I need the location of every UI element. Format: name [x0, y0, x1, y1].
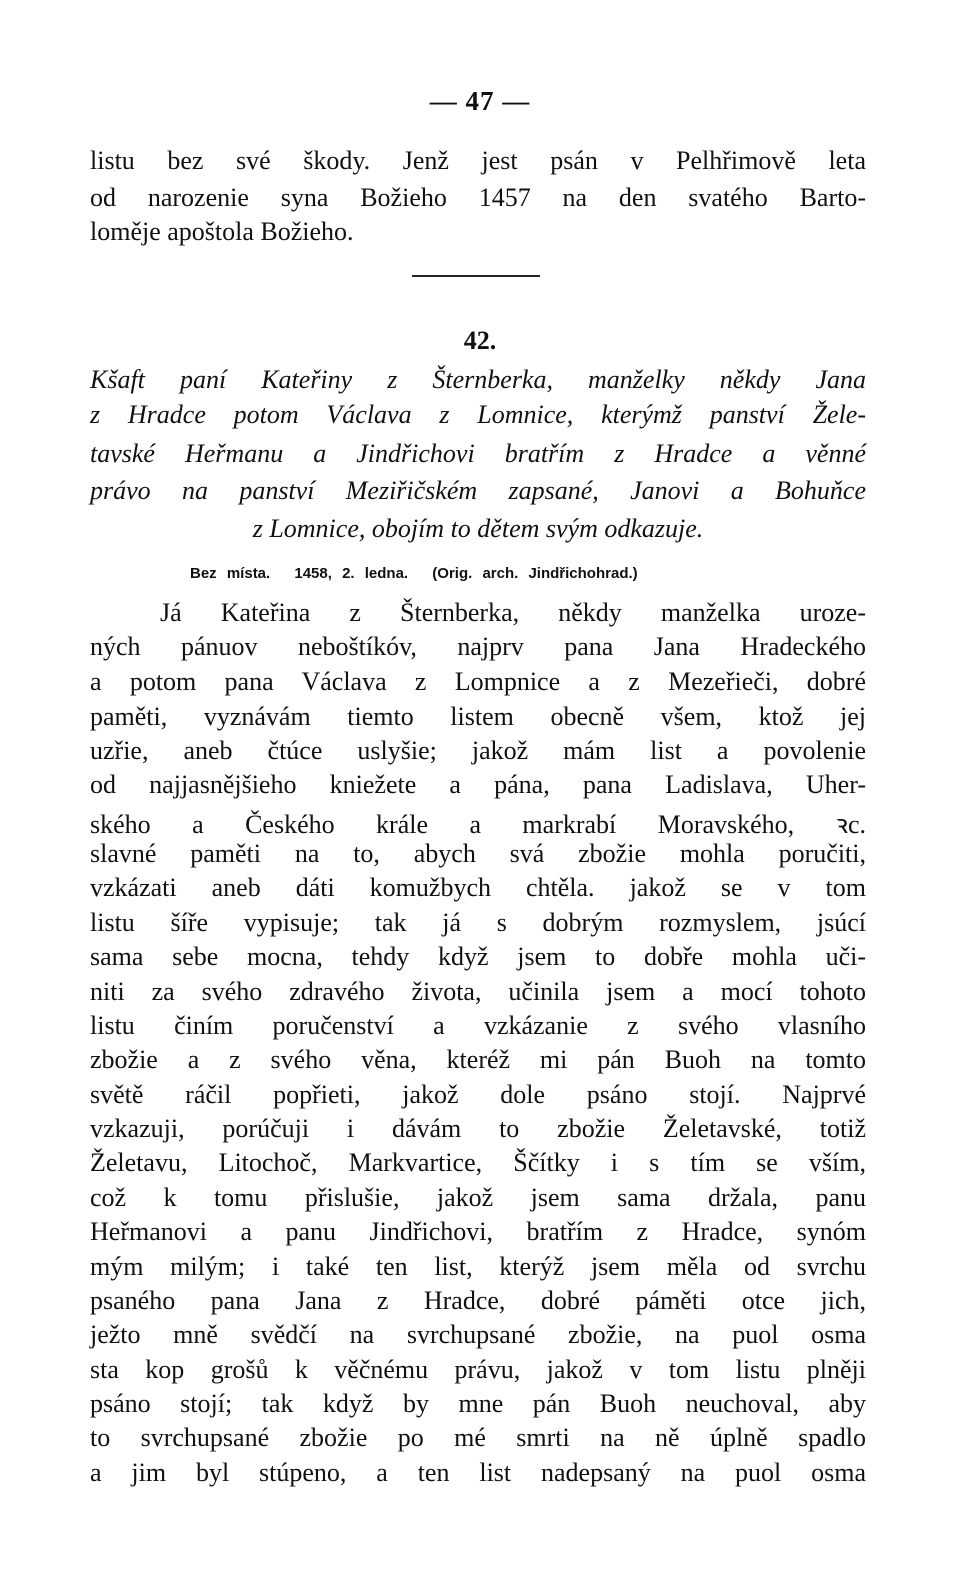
body-line: vzkazuji, porúčuji i dávám to zbožie Želetavské, totiž	[90, 1114, 866, 1143]
body-line: od najjasnějšieho kniežete a pána, pana Ladislava, Uher-	[90, 770, 866, 799]
body-line: to svrchupsané zbožie po mé smrti na ně úplně spadlo	[90, 1423, 866, 1452]
body-line: a potom pana Václava z Lompnice a z Mezeřieči, dobré	[90, 667, 866, 696]
heading-line: z Hradce potom Václava z Lomnice, kterýmž panství Žele-	[90, 400, 866, 429]
body-line: niti za svého zdravého života, učinila jsem a mocí tohoto	[90, 977, 866, 1006]
body-line: vzkázati aneb dáti komužbych chtěla. jakož se v tom	[90, 873, 866, 902]
dateline	[190, 565, 766, 582]
text-line: od narozenie syna Božieho 1457 na den svatého Barto-	[90, 183, 866, 212]
body-line: a jim byl stúpeno, a ten list nadepsaný na puol osma	[90, 1458, 866, 1487]
page-number: — 47 —	[429, 86, 531, 116]
body-line: uzřie, aneb čtúce uslyšie; jakož mám list a povolenie	[90, 736, 866, 765]
body-line: ského a Českého krále a markrabí Moravského, ꝛc.	[90, 810, 866, 839]
body-line: sta kop grošů k věčnému právu, jakož v tom listu plněji	[90, 1355, 866, 1384]
body-line: což k tomu přislušie, jakož jsem sama držala, panu	[90, 1183, 866, 1212]
body-line: listu šíře vypisuje; tak já s dobrým rozmyslem, jsúcí	[90, 908, 866, 937]
body-line: ných pánuov neboštíkóv, najprv pana Jana Hradeckého	[90, 632, 866, 661]
dateline-place: Bez místa.	[190, 565, 271, 582]
body-line: paměti, vyznávám tiemto listem obecně všem, ktož jej	[90, 702, 866, 731]
body-line: mým milým; i také ten list, kterýž jsem měla od svrchu	[90, 1252, 866, 1281]
heading-line: Kšaft paní Kateřiny z Šternberka, manželky někdy Jana	[90, 365, 866, 394]
body-line: ježto mně svědčí na svrchupsané zbožie, na puol osma	[90, 1320, 866, 1349]
body-line: zbožie a z svého věna, kteréž mi pán Buoh na tomto	[90, 1045, 866, 1074]
document-number: 42.	[463, 326, 497, 355]
heading-line: právo na panství Meziřičském zapsané, Janovi a Bohuňce	[90, 476, 866, 505]
heading-line: tavské Heřmanu a Jindřichovi bratřím z Hradce a věnné	[90, 439, 866, 468]
body-line: slavné paměti na to, abych svá zbožie mohla poručiti,	[90, 839, 866, 868]
dateline-date: 1458, 2. ledna.	[294, 565, 409, 582]
body-line: Želetavu, Litochoč, Markvartice, Ščítky i s tím se vším,	[90, 1148, 866, 1177]
section-divider	[412, 275, 540, 277]
dateline-source: (Orig. arch. Jindřichohrad.)	[432, 565, 638, 582]
body-line: psaného pana Jana z Hradce, dobré páměti otce jich,	[90, 1286, 866, 1315]
body-line: sama sebe mocna, tehdy když jsem to dobře mohla uči-	[90, 942, 866, 971]
body-line: listu činím poručenství a vzkázanie z svého vlasního	[90, 1011, 866, 1040]
body-line: Já Kateřina z Šternberka, někdy manželka uroze-	[160, 598, 866, 627]
body-line: Heřmanovi a panu Jindřichovi, bratřím z Hradce, synóm	[90, 1217, 866, 1246]
body-line: psáno stojí; tak když by mne pán Buoh neuchoval, aby	[90, 1389, 866, 1418]
heading-line: z Lomnice, obojím to dětem svým odkazuje.	[252, 514, 704, 543]
text-line: loměje apoštola Božieho.	[90, 217, 354, 246]
text-line: listu bez své škody. Jenž jest psán v Pelhřimově leta	[90, 146, 866, 175]
body-line: světě ráčil popřieti, jakož dole psáno stojí. Najprvé	[90, 1080, 866, 1109]
